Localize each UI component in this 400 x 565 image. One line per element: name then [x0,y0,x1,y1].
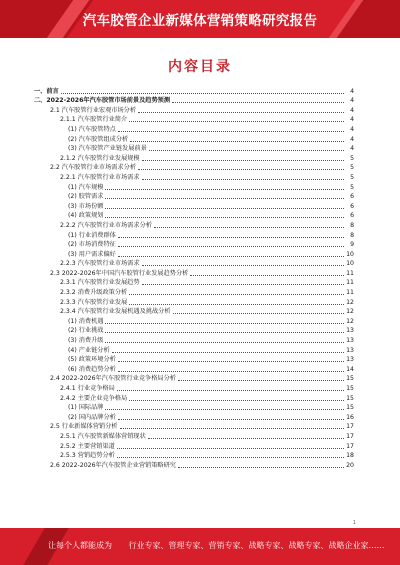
toc-leader-dots [117,390,344,391]
toc-entry-label: 2.3.3 汽车胶管行业发展 [60,298,128,306]
toc-leader-dots [105,323,344,324]
footer-banner [0,528,400,565]
toc-entry-label: 2.4.2 主要企业竞争格局 [60,394,128,402]
toc-entry-label: (3) 用户需求偏好 [68,250,116,258]
toc-entry-page: 5 [350,183,354,191]
toc-entry-page: 8 [350,221,354,229]
toc-leader-dots [105,342,344,343]
toc-entry[interactable] [34,422,354,432]
footer-slogan-right: 行业专家、管理专家、营销专家、战略专家、战略专家、战略企业家…… [128,541,385,550]
toc-entry-page: 4 [350,87,354,95]
toc-entry-label: (1) 汽车规模 [68,183,104,191]
toc-entry-page: 18 [346,452,354,460]
toc-leader-dots [129,304,344,305]
toc-entry[interactable] [34,364,354,374]
toc-entry-label: 2.3.2 消费升级政策分析 [60,289,128,297]
toc-leader-dots [138,169,344,170]
toc-entry-page: 4 [350,125,354,133]
toc-leader-dots [118,131,344,132]
toc-entry-page: 11 [346,279,354,287]
toc-entry-page: 17 [346,432,354,440]
toc-entry-label: 二、2022-2026年汽车胶管市场前景及趋势预测 [34,97,171,105]
toc-leader-dots [118,361,344,362]
toc-entry-label: 2.3 2022-2026年中国汽车胶管行业发展趋势分析 [50,269,189,277]
toc-entry-label: 2.1.1 汽车胶管行业简介 [60,116,128,124]
toc-entry[interactable] [34,249,354,259]
toc-entry-label: (3) 汽车胶管产业链发展前景 [68,145,147,153]
toc-entry[interactable] [34,451,354,461]
toc-leader-dots [118,246,344,247]
page-number: 1 [352,520,356,526]
toc-entry-page: 20 [346,461,354,469]
toc-entry-page: 17 [346,423,354,431]
toc-entry[interactable] [34,211,354,221]
toc-entry-label: 2.2.3 汽车胶管行业市场需求 [60,260,140,268]
toc-leader-dots [142,160,344,161]
toc-heading: 内容目录 [168,59,232,75]
toc-entry-page: 4 [350,135,354,143]
toc-entry-label: (3) 消费升级 [68,337,104,345]
toc-leader-dots [105,189,344,190]
footer-slogan-left: 让每个人都能成为 [48,541,112,550]
toc-entry-page: 11 [346,269,354,277]
toc-entry-label: 2.3.1 汽车胶管行业发展趋势 [60,279,140,287]
toc-leader-dots [105,208,344,209]
toc-leader-dots [120,428,345,429]
toc-leader-dots [154,227,344,228]
toc-entry[interactable] [34,287,354,297]
toc-leader-dots [172,102,344,103]
toc-entry[interactable] [34,163,354,173]
toc-entry-page: 13 [346,337,354,345]
toc-entry[interactable] [34,230,354,240]
toc-leader-dots [105,217,344,218]
toc-entry[interactable] [34,220,354,230]
toc-entry[interactable] [34,383,354,393]
toc-entry-page: 4 [350,106,354,114]
toc-entry[interactable] [34,297,354,307]
toc-leader-dots [173,313,344,314]
toc-leader-dots [129,121,344,122]
toc-leader-dots [142,265,344,266]
toc-leader-dots [138,112,344,113]
toc-entry-label: 一、前言 [34,87,59,95]
toc-entry[interactable] [34,124,354,134]
toc-entry-label: (2) 胶管需求 [68,193,104,201]
table-of-contents [34,86,354,470]
toc-entry-page: 13 [346,356,354,364]
toc-entry-page: 12 [346,308,354,316]
toc-entry-page: 13 [346,346,354,354]
toc-leader-dots [112,352,344,353]
toc-entry[interactable] [34,460,354,470]
toc-entry[interactable] [34,115,354,125]
toc-entry[interactable] [34,403,354,413]
toc-leader-dots [142,284,344,285]
toc-entry-label: 2.1 汽车胶管行业宏观市场分析 [50,106,137,114]
toc-leader-dots [61,93,344,94]
toc-entry-label: (1) 行业消费群体 [68,231,116,239]
toc-entry-page: 15 [346,375,354,383]
toc-leader-dots [117,457,344,458]
toc-entry[interactable] [34,374,354,384]
toc-entry[interactable] [34,355,354,365]
toc-entry[interactable] [34,144,354,154]
document-title: 汽车胶管企业新媒体营销策略研究报告 [82,13,318,29]
toc-entry-page: 5 [350,173,354,181]
toc-entry[interactable] [34,153,354,163]
toc-entry-label: 2.5.3 营销趋势分析 [60,452,115,460]
toc-entry[interactable] [34,316,354,326]
toc-entry[interactable] [34,345,354,355]
toc-entry-label: 2.2 汽车胶管行业市场需求分析 [50,164,137,172]
toc-entry-page: 12 [346,298,354,306]
toc-leader-dots [148,438,344,439]
toc-entry-label: (2) 汽车胶管组成分析 [68,135,129,143]
toc-entry-label: 2.5.1 汽车胶管新媒体营销现状 [60,432,146,440]
toc-entry[interactable] [34,96,354,106]
toc-entry-page: 4 [350,97,354,105]
toc-entry-page: 4 [350,116,354,124]
toc-entry[interactable] [34,105,354,115]
toc-entry-label: (2) 国内品牌分析 [68,413,116,421]
toc-entry-page: 8 [350,231,354,239]
toc-entry-page: 12 [346,317,354,325]
toc-entry-label: 2.5.2 主要营销渠道 [60,442,115,450]
toc-entry-page: 6 [350,212,354,220]
toc-leader-dots [178,380,344,381]
toc-entry-page: 17 [346,442,354,450]
toc-entry[interactable] [34,431,354,441]
toc-entry-page: 14 [346,365,354,373]
toc-entry-label: (2) 行业挑战 [68,327,104,335]
toc-entry-label: (2) 市场消费特征 [68,241,116,249]
toc-entry[interactable] [34,134,354,144]
toc-entry-label: (1) 消费机遇 [68,317,104,325]
toc-entry[interactable] [34,240,354,250]
toc-entry[interactable] [34,307,354,317]
toc-entry-label: (1) 国际品牌 [68,404,104,412]
toc-entry-label: 2.6 2022-2026年汽车胶管企业营销策略研究 [50,461,176,469]
toc-entry-label: 2.5 行业新媒体营销分析 [50,423,118,431]
header-banner [0,0,400,38]
toc-entry[interactable] [34,268,354,278]
footer-slogan [48,540,385,551]
toc-entry-label: 2.4 2022-2026年汽车胶管行业竞争格局分析 [50,375,176,383]
toc-entry[interactable] [34,441,354,451]
toc-entry-page: 15 [346,404,354,412]
toc-entry-label: 2.2.2 汽车胶管行业市场需求分析 [60,221,152,229]
toc-leader-dots [117,448,344,449]
toc-entry-page: 4 [350,145,354,153]
toc-entry[interactable] [34,182,354,192]
toc-leader-dots [149,150,344,151]
toc-entry[interactable] [34,412,354,422]
toc-entry[interactable] [34,172,354,182]
toc-entry-page: 6 [350,202,354,210]
toc-entry-label: (1) 汽车胶管特点 [68,125,116,133]
toc-entry-page: 15 [346,385,354,392]
toc-entry-label: 2.2.1 汽车胶管行业市场需求 [60,173,140,181]
toc-leader-dots [105,332,344,333]
toc-leader-dots [105,409,344,410]
toc-leader-dots [190,275,344,276]
toc-entry-label: (5) 政策环境分析 [68,356,116,364]
toc-entry[interactable] [34,201,354,211]
toc-leader-dots [129,400,344,401]
toc-entry-label: (6) 消费趋势分析 [68,365,116,373]
toc-leader-dots [130,141,344,142]
toc-leader-dots [129,294,344,295]
toc-entry-label: 2.3.4 汽车胶管行业发展机遇及挑战分析 [60,308,171,316]
toc-entry[interactable] [34,335,354,345]
toc-entry-label: (4) 政策规划 [68,212,104,220]
toc-entry-page: 10 [346,250,354,258]
toc-entry-label: (4) 产业链分析 [68,346,110,354]
toc-entry-label: 2.4.1 行业竞争格局 [60,385,115,392]
toc-leader-dots [118,237,344,238]
toc-entry-page: 13 [346,327,354,335]
toc-entry-page: 10 [346,260,354,268]
toc-leader-dots [118,371,344,372]
toc-entry-page: 5 [350,154,354,162]
toc-leader-dots [142,179,344,180]
toc-entry-label: (3) 市场份额 [68,202,104,210]
toc-entry-page: 6 [350,193,354,201]
toc-leader-dots [178,467,344,468]
toc-leader-dots [118,256,344,257]
toc-entry-page: 5 [350,164,354,172]
toc-entry[interactable] [34,278,354,288]
toc-entry[interactable] [34,326,354,336]
toc-entry-page: 15 [346,394,354,402]
toc-entry-page: 9 [350,241,354,249]
toc-entry[interactable] [34,86,354,96]
toc-entry[interactable] [34,393,354,403]
toc-entry[interactable] [34,192,354,202]
toc-entry-page: 16 [346,413,354,421]
toc-leader-dots [105,198,344,199]
toc-entry-label: 2.1.2 汽车胶管行业发展规模 [60,154,140,162]
toc-entry[interactable] [34,259,354,269]
toc-entry-page: 11 [346,289,354,297]
toc-leader-dots [118,419,344,420]
